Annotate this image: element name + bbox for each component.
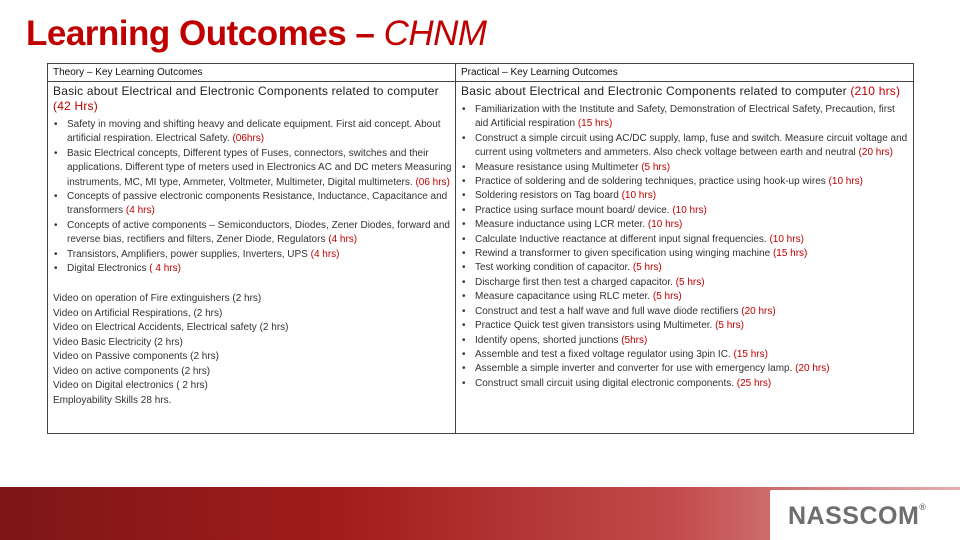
- list-item: [461, 334, 910, 348]
- bullet-hours: ( 4 hrs): [149, 263, 181, 275]
- bullet-hours: (25 hrs): [736, 377, 772, 389]
- bullet-hours: (4 hrs): [310, 248, 340, 260]
- bullet-text: Test working condition of capacitor.: [475, 262, 631, 274]
- list-item: [53, 219, 452, 248]
- bullet-text: Construct and test a half wave and full wave diode rectifiers: [475, 305, 739, 317]
- list-item: [461, 233, 910, 247]
- video-item: Employability Skills 28 hrs.: [53, 394, 172, 406]
- bullet-hours: (5 hrs): [632, 262, 662, 274]
- slide-title: [26, 14, 487, 54]
- bullet-hours: (5hrs): [621, 334, 648, 346]
- bullet-text: Discharge first then test a charged capacitor.: [475, 276, 673, 288]
- bullet-hours: (20 hrs): [858, 147, 893, 159]
- bullet-text: Identify opens, shorted junctions: [475, 334, 619, 346]
- list-item: [461, 348, 910, 362]
- video-item: Video on Electrical Accidents, Electrical safety (2 hrs): [53, 322, 289, 334]
- bullet-text: Construct small circuit using digital electronic components.: [475, 377, 734, 389]
- video-item: Video on operation of Fire extinguishers (2 hrs): [53, 293, 262, 305]
- bullet-hours: (20 hrs): [795, 363, 830, 375]
- practical-heading-text: Basic about Electrical and Electronic Components related to computer: [461, 84, 847, 98]
- list-item: [461, 305, 910, 319]
- bullet-hours: (10 hrs): [647, 219, 683, 231]
- bullet-hours: (4 hrs): [328, 234, 358, 246]
- list-item: [53, 248, 452, 262]
- nasscom-logo: [770, 490, 960, 540]
- video-item: Video Basic Electricity (2 hrs): [53, 336, 183, 348]
- video-item: Video on active components (2 hrs): [53, 365, 211, 377]
- bullet-text: Safety in moving and shifting heavy and delicate equipment. First aid concept. About artificial respiration. Electrical Safety.: [67, 119, 441, 145]
- bullet-hours: (10 hrs): [828, 176, 863, 188]
- bullet-text: Basic Electrical concepts, Different types of Fuses, connectors, switches and their applications. Different type of meters used in Electronics AC and DC meters Measuring instruments, MC, MI type, Ammeter, Voltmeter, Multimeter, Digital multimeters.: [67, 147, 452, 188]
- theory-column-header: Theory – Key Learning Outcomes: [48, 64, 456, 82]
- theory-heading-hours: (42 Hrs): [53, 99, 98, 113]
- bullet-text: Practice of soldering and de soldering techniques, practice using hook-up wires: [475, 176, 826, 188]
- bullet-hours: (20 hrs): [741, 305, 776, 317]
- bullet-hours: (10 hrs): [672, 204, 707, 216]
- registered-mark-icon: ®: [919, 502, 927, 512]
- list-item: [53, 118, 452, 147]
- bullet-hours: (10 hrs): [769, 233, 804, 245]
- list-item: [461, 362, 910, 376]
- practical-heading-hours: (210 hrs): [850, 84, 901, 98]
- bullet-hours: (15 hrs): [733, 348, 768, 360]
- bullet-text: Familiarization with the Institute and Safety, Demonstration of Electrical Safety, Precaution, first aid Artificial respiration: [475, 104, 895, 130]
- bullet-text: Digital Electronics: [67, 263, 147, 275]
- bullet-hours: (06 hrs): [415, 176, 450, 188]
- list-item: [461, 290, 910, 304]
- bullet-text: Soldering resistors on Tag board: [475, 190, 619, 202]
- bullet-text: Construct a simple circuit using AC/DC supply, lamp, fuse and switch. Measure circuit voltage and current using voltmeters and ammeters. Also check voltage between earth and neutral: [475, 132, 908, 159]
- practical-cell: [456, 82, 914, 434]
- learning-outcomes-table: [47, 63, 914, 434]
- bullet-hours: (15 hrs): [577, 118, 613, 130]
- list-item: [461, 132, 910, 161]
- bullet-hours: (15 hrs): [772, 248, 808, 260]
- list-item: [461, 103, 910, 132]
- video-item: Video on Passive components (2 hrs): [53, 351, 220, 363]
- logo-text: NASSCOM: [788, 502, 920, 530]
- list-item: [53, 147, 452, 190]
- bullet-text: Measure inductance using LCR meter.: [475, 219, 646, 231]
- bullet-text: Transistors, Amplifiers, power supplies, Inverters, UPS: [67, 248, 308, 260]
- bullet-text: Concepts of active components – Semiconductors, Diodes, Zener Diodes, forward and reverse bias, rectifiers and filters, Zener Diode, Regulators: [67, 219, 450, 246]
- list-item: [461, 218, 910, 232]
- list-item: [461, 261, 910, 275]
- bullet-hours: (06hrs): [232, 133, 265, 145]
- bullet-text: Practice using surface mount board/ device.: [475, 204, 670, 216]
- bullet-hours: (5 hrs): [715, 320, 744, 332]
- slide-title-accent: CHNM: [383, 14, 487, 53]
- table-header-row: [48, 64, 914, 82]
- list-item: [461, 175, 910, 189]
- list-item: [461, 319, 910, 333]
- theory-bullet-list: [53, 118, 452, 276]
- bullet-text: Practice Quick test given transistors using Multimeter.: [475, 320, 713, 332]
- bullet-hours: (10 hrs): [621, 190, 657, 202]
- bullet-text: Assemble a simple inverter and converter for use with emergency lamp.: [475, 363, 793, 375]
- bullet-text: Measure capacitance using RLC meter.: [475, 291, 651, 303]
- list-item: [461, 189, 910, 203]
- bullet-hours: (5 hrs): [675, 276, 705, 288]
- list-item: [461, 377, 910, 391]
- bullet-hours: (5 hrs): [641, 161, 671, 173]
- list-item: [461, 204, 910, 218]
- theory-cell: [48, 82, 456, 434]
- practical-bullet-list: [461, 103, 910, 391]
- theory-heading: [53, 84, 452, 114]
- video-list: [53, 292, 452, 408]
- list-item: [461, 247, 910, 261]
- bullet-text: Rewind a transformer to given specification using winging machine: [475, 248, 771, 260]
- list-item: [461, 161, 910, 175]
- bullet-text: Measure resistance using Multimeter: [475, 161, 639, 173]
- bullet-text: Assemble and test a fixed voltage regulator using 3pin IC.: [475, 348, 731, 360]
- list-item: [53, 190, 452, 219]
- practical-column-header: Practical – Key Learning Outcomes: [456, 64, 914, 82]
- video-item: Video on Digital electronics ( 2 hrs): [53, 380, 208, 392]
- table-body-row: [48, 82, 914, 434]
- list-item: [461, 276, 910, 290]
- bullet-hours: (5 hrs): [652, 291, 682, 303]
- slide-title-main: Learning Outcomes –: [26, 14, 375, 53]
- list-item: [53, 262, 452, 276]
- logo-wordmark: [788, 502, 926, 531]
- theory-heading-text: Basic about Electrical and Electronic Components related to computer: [53, 84, 439, 98]
- practical-heading: [461, 84, 910, 99]
- bullet-hours: (4 hrs): [125, 205, 155, 217]
- bullet-text: Calculate Inductive reactance at different input signal frequencies.: [475, 233, 767, 245]
- bullet-text: Concepts of passive electronic components Resistance, Inductance, Capacitance and transformers: [67, 191, 448, 217]
- video-item: Video on Artificial Respirations, (2 hrs): [53, 307, 223, 319]
